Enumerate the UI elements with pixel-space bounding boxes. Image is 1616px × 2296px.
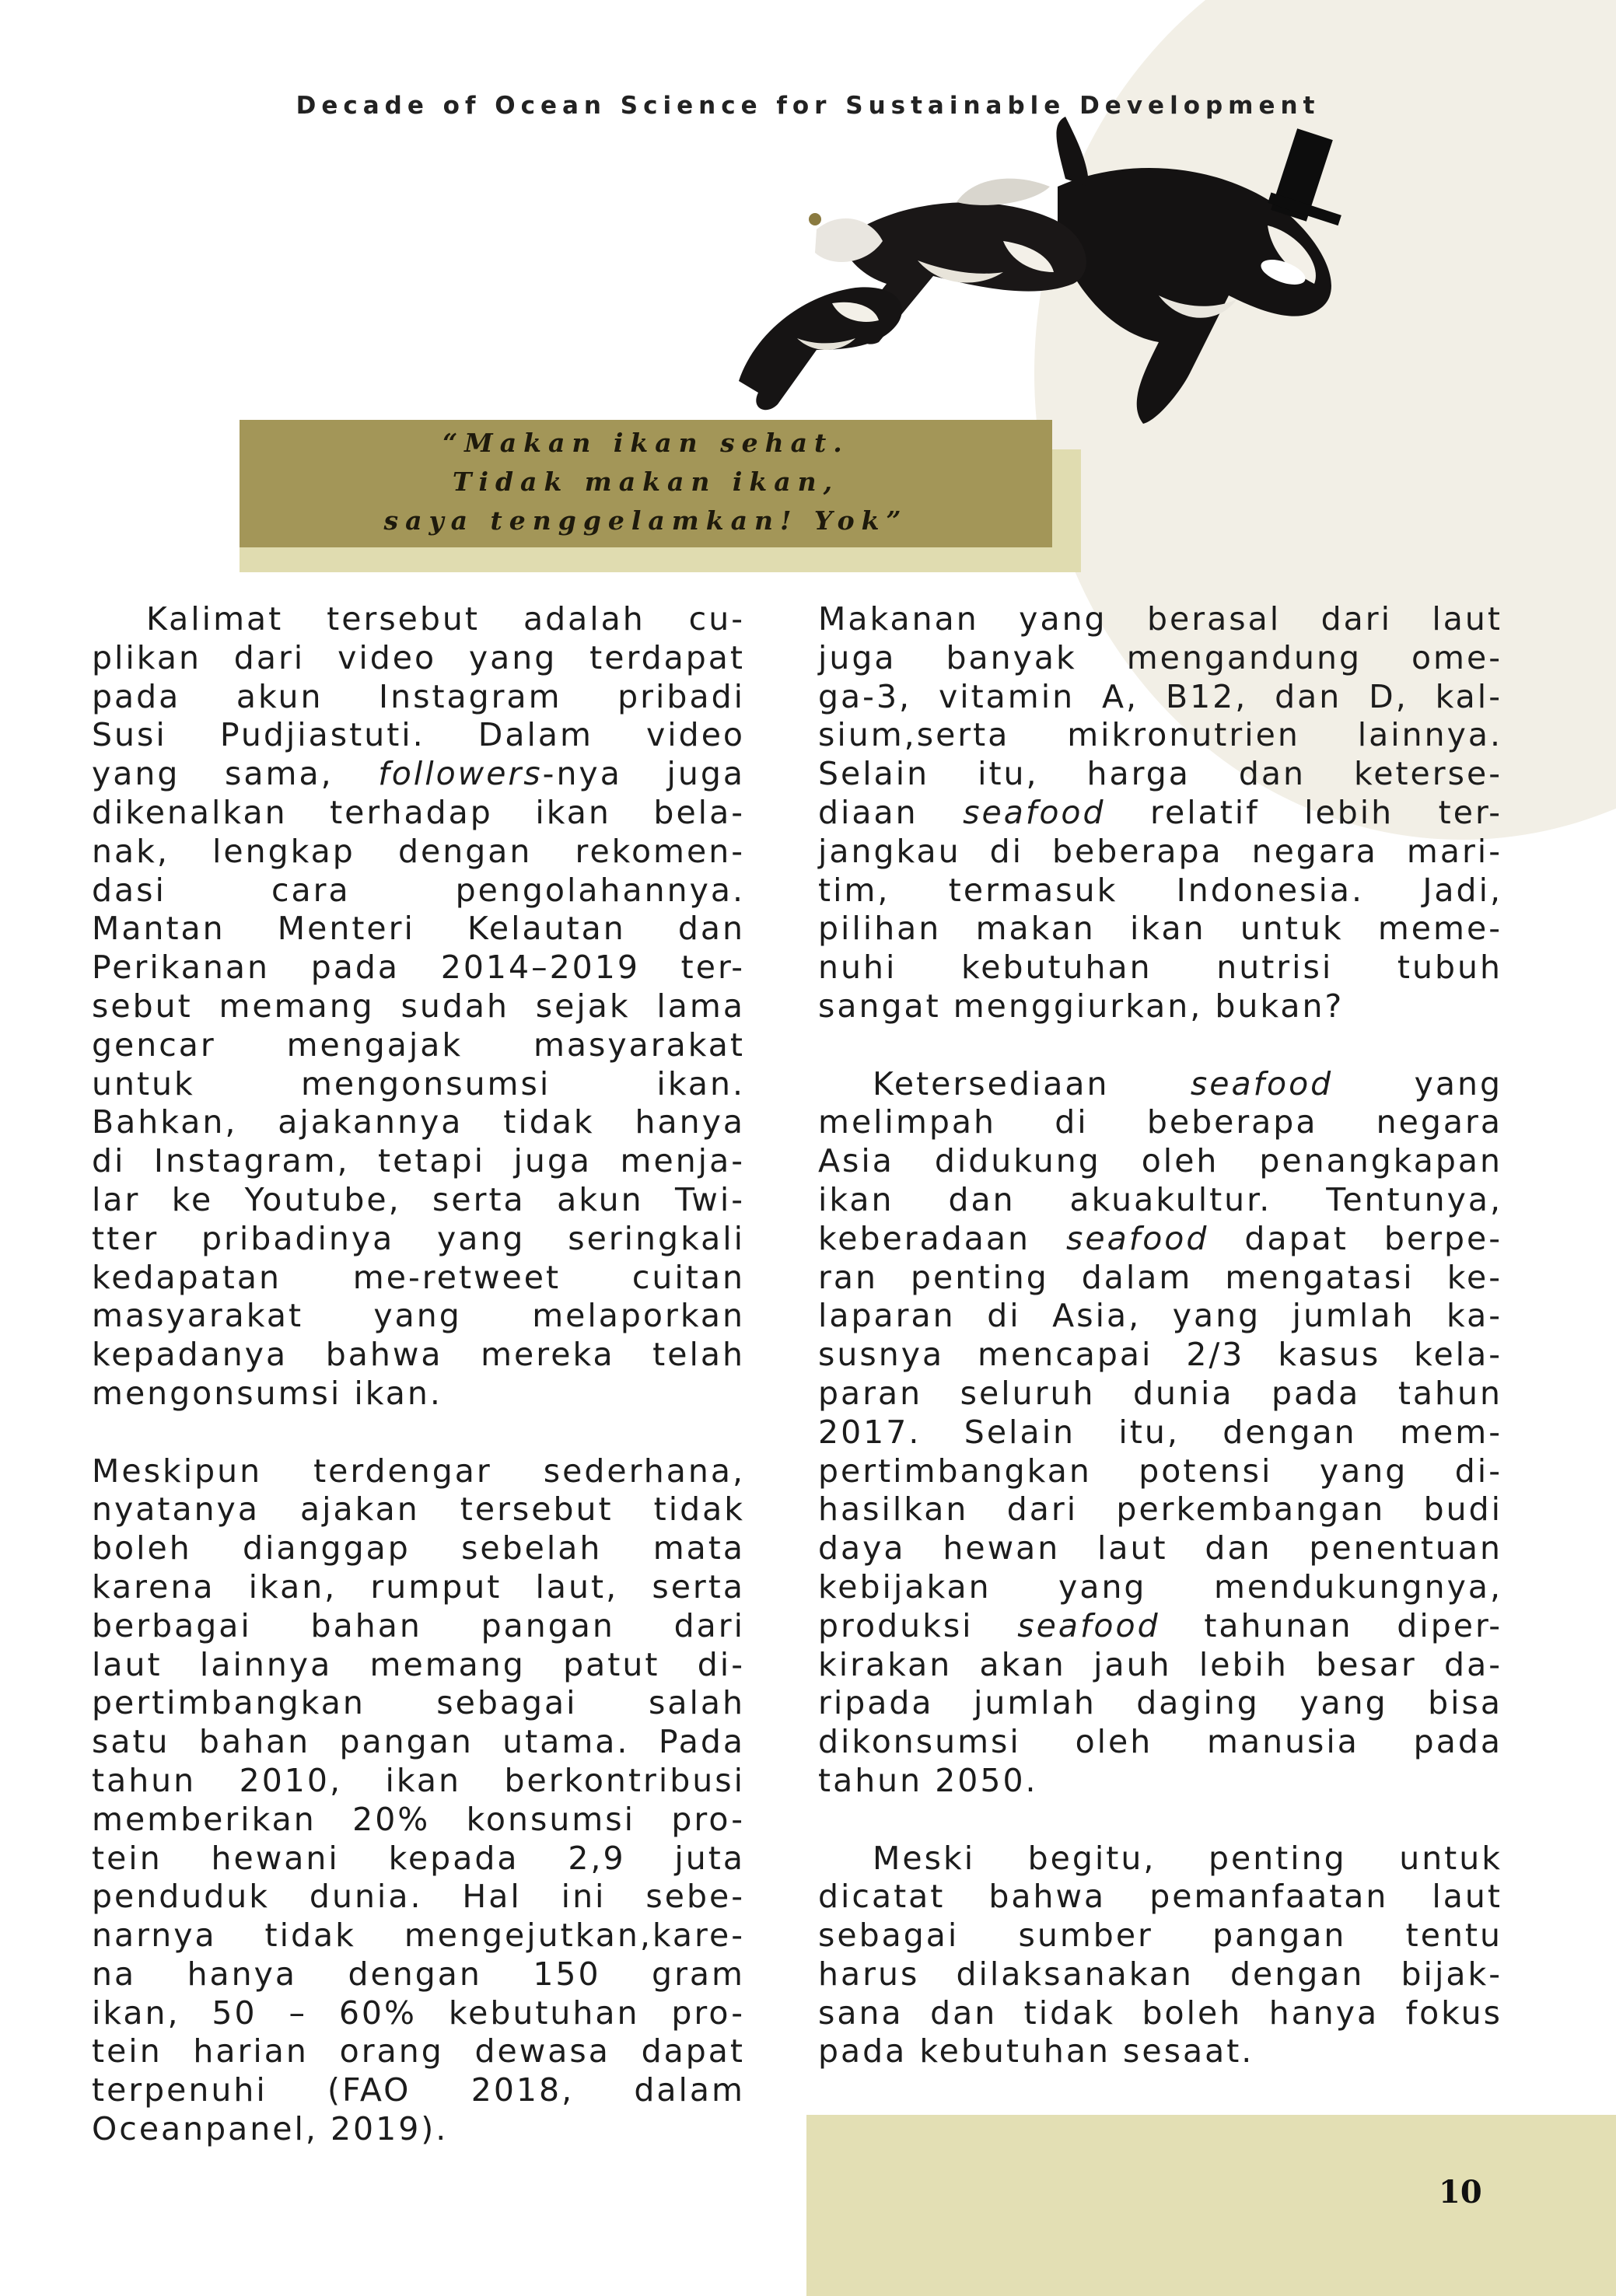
text-line: kedapatan me-retweet cuitan [92,1258,745,1296]
text-line: plikan dari video yang terdapat [92,638,745,676]
text-line: Makanan yang berasal dari laut [818,600,1502,638]
text-line: Oceanpanel, 2019). [92,2110,449,2148]
text-line: Mantan Menteri Kelautan dan [92,910,745,948]
text-line: yang sama, followers-nya juga [92,755,745,793]
text-line: ikan, 50 – 60% kebutuhan pro- [92,1994,745,2032]
quote-line: Tidak makan ikan, [452,467,840,497]
text-line: pada akun Instagram pribadi [92,677,745,715]
text-line: untuk mengonsumsi ikan. [92,1064,745,1103]
text-line: mengonsumsi ikan. [92,1374,442,1412]
text-line: Asia didukung oleh penangkapan [818,1142,1502,1180]
text-line: Kalimat tersebut adalah cu- [146,600,745,638]
text-line: ikan dan akuakultur. Tentunya, [818,1180,1502,1218]
text-line: susnya mencapai 2/3 kasus kela- [818,1336,1502,1374]
text-line: dikonsumsi oleh manusia pada [818,1723,1502,1761]
text-line: laut lainnya memang patut di- [92,1645,745,1683]
text-line: gencar mengajak masyarakat [92,1026,745,1064]
text-line: kebijakan yang mendukungnya, [818,1567,1502,1606]
right-column [818,600,1502,2071]
text-line: penduduk dunia. Hal ini sebe- [92,1878,745,1916]
text-line: diaan seafood relatif lebih ter- [818,793,1502,831]
text-line: tahun 2010, ikan berkontribusi [92,1761,745,1799]
text-line: tein harian orang dewasa dapat [92,2032,745,2071]
text-line: sium,serta mikronutrien lainnya. [818,716,1502,754]
text-line: sangat menggiurkan, bukan? [818,987,1345,1025]
text-line: na hanya dengan 150 gram [92,1955,745,1993]
text-line: daya hewan laut dan penentuan [818,1529,1502,1567]
text-line: boleh dianggap sebelah mata [92,1529,745,1567]
page-header: Decade of Ocean Science for Sustainable Development [296,92,1320,120]
footer-band [806,2115,1616,2296]
text-line: harus dilaksanakan dengan bijak- [818,1955,1502,1993]
text-line: sebut memang sudah sejak lama [92,987,745,1025]
text-line: nuhi kebutuhan nutrisi tubuh [818,949,1502,987]
quote-line: “Makan ikan sehat. [442,428,849,458]
text-line: Ketersediaan seafood yang [873,1064,1502,1103]
orca-whales-illustration [723,117,1392,428]
text-line: ran penting dalam mengatasi ke- [818,1258,1502,1296]
text-line: lar ke Youtube, serta akun Twi- [92,1180,745,1218]
text-line: ripada jumlah daging yang bisa [818,1684,1502,1722]
text-line: nyatanya ajakan tersebut tidak [92,1490,745,1529]
text-line: keberadaan seafood dapat berpe- [818,1219,1503,1257]
text-line: paran seluruh dunia pada tahun [818,1374,1502,1412]
text-line: tein hewani kepada 2,9 juta [92,1839,745,1877]
text-line: melimpah di beberapa negara [818,1103,1502,1141]
text-line: kirakan akan jauh lebih besar da- [818,1645,1502,1683]
text-line: satu bahan pangan utama. Pada [92,1723,745,1761]
text-line: Meskipun terdengar sederhana, [92,1452,745,1490]
page-number: 10 [1439,2174,1482,2210]
text-line: Meski begitu, penting untuk [873,1839,1502,1877]
text-line: dasi cara pengolahannya. [92,871,745,909]
text-line: tim, termasuk Indonesia. Jadi, [818,871,1502,909]
text-line: tter pribadinya yang seringkali [92,1219,745,1257]
text-line: Bahkan, ajakannya tidak hanya [92,1103,745,1141]
pull-quote [240,424,1052,540]
text-line: pertimbangkan potensi yang di- [818,1452,1502,1490]
text-line: tahun 2050. [818,1761,1038,1799]
text-line: 2017. Selain itu, dengan mem- [818,1413,1502,1451]
text-line: memberikan 20% konsumsi pro- [92,1800,745,1838]
text-line: karena ikan, rumput laut, serta [92,1567,745,1606]
orca-right [1056,117,1341,424]
text-line: produksi seafood tahunan diper- [818,1606,1502,1644]
paragraph [92,1452,745,2149]
text-line: hasilkan dari perkembangan budi [818,1490,1502,1529]
text-line: Selain itu, harga dan keterse- [818,755,1502,793]
paragraph [818,600,1502,1026]
text-line: jangkau di beberapa negara mari- [818,832,1502,870]
text-line: Susi Pudjiastuti. Dalam video [92,716,745,754]
text-line: kepadanya bahwa mereka telah [92,1336,745,1374]
left-column [92,600,745,2149]
text-line: nak, lengkap dengan rekomen- [92,832,745,870]
text-line: berbagai bahan pangan dari [92,1606,745,1644]
text-line: pada kebutuhan sesaat. [818,2032,1254,2071]
text-line: juga banyak mengandung ome- [818,638,1502,676]
text-line: pilihan makan ikan untuk meme- [818,910,1502,948]
text-line: dicatat bahwa pemanfaatan laut [818,1878,1502,1916]
quote-line: saya tenggelamkan! Yok” [383,505,908,536]
text-line: pertimbangkan sebagai salah [92,1684,745,1722]
paragraph [92,600,745,1414]
text-line: sebagai sumber pangan tentu [818,1917,1502,1955]
orca-small [739,287,902,410]
paragraph [818,1065,1502,1801]
text-line: di Instagram, tetapi juga menja- [92,1142,745,1180]
text-line: sana dan tidak boleh hanya fokus [818,1994,1502,2032]
text-line: Perikanan pada 2014–2019 ter- [92,949,745,987]
paragraph [818,1840,1502,2072]
text-line: narnya tidak mengejutkan,kare- [92,1917,745,1955]
text-line: ga-3, vitamin A, B12, dan D, kal- [818,677,1502,715]
text-line: laparan di Asia, yang jumlah ka- [818,1297,1502,1335]
text-line: dikenalkan terhadap ikan bela- [92,793,745,831]
text-line: terpenuhi (FAO 2018, dalam [92,2071,745,2109]
text-line: masyarakat yang melaporkan [92,1297,745,1335]
